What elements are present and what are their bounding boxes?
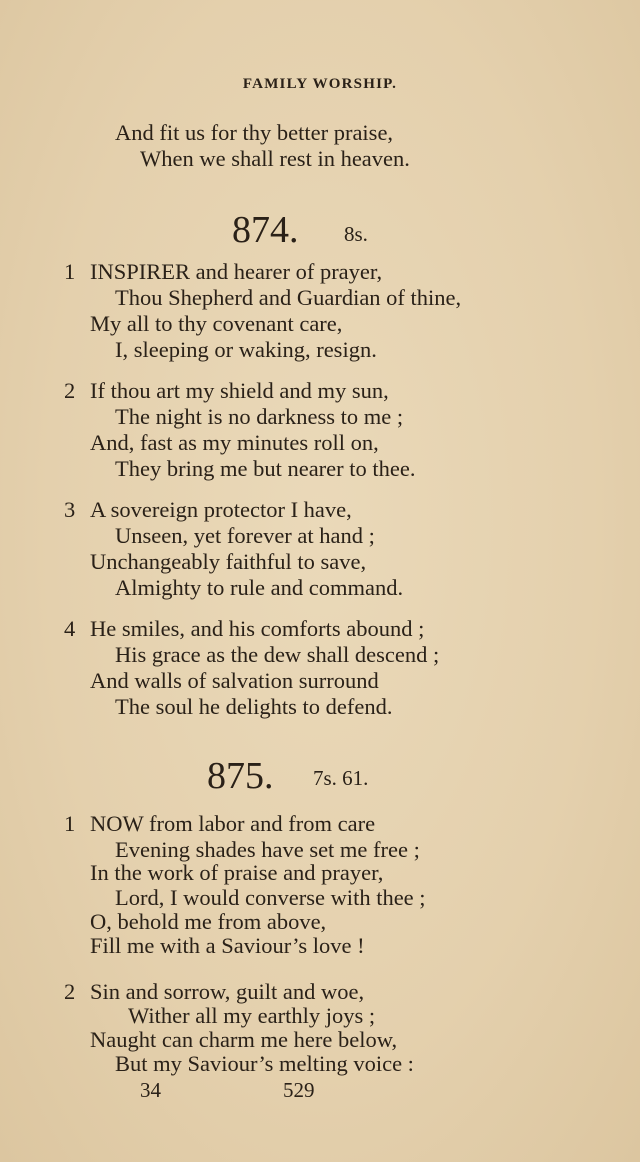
hymn-line: Lord, I would converse with thee ; [115, 885, 426, 910]
hymn-line: Evening shades have set me free ; [115, 837, 420, 862]
hymn-line: NOW from labor and from care [90, 811, 376, 836]
hymn-line: Fill me with a Saviour’s love ! [90, 933, 365, 958]
hymn-meter: 8s. [344, 222, 368, 246]
hymn-line: His grace as the dew shall descend ; [115, 642, 440, 667]
stanza-number: 2 [64, 979, 76, 1004]
hymn-line: The night is no darkness to me ; [115, 404, 404, 429]
hymn-line: He smiles, and his comforts abound ; [90, 616, 425, 641]
hymn-line: Wither all my earthly joys ; [128, 1003, 376, 1028]
stanza-number: 1 [64, 811, 76, 836]
hymn-line: If thou art my shield and my sun, [90, 378, 389, 403]
hymn-line: Unseen, yet forever at hand ; [115, 523, 375, 548]
page-number: 529 [283, 1078, 315, 1102]
hymn-line: I, sleeping or waking, resign. [115, 337, 377, 362]
hymn-line: Thou Shepherd and Guardian of thine, [115, 285, 462, 310]
hymn-line: A sovereign protector I have, [90, 497, 352, 522]
hymn-line: Unchangeably faithful to save, [90, 549, 367, 574]
signature-mark: 34 [140, 1078, 161, 1102]
stanza-number: 3 [64, 497, 76, 522]
hymn-line: Almighty to rule and command. [115, 575, 404, 600]
hymn-line: And, fast as my minutes roll on, [90, 430, 379, 455]
hymn-line: My all to thy covenant care, [90, 311, 343, 336]
hymn-line: But my Saviour’s melting voice : [115, 1051, 414, 1076]
hymn-line: They bring me but nearer to thee. [115, 456, 416, 481]
hymn-line: Sin and sorrow, guilt and woe, [90, 979, 365, 1004]
hymn-line: The soul he delights to defend. [115, 694, 393, 719]
stanza-number: 1 [64, 259, 76, 284]
hymn-line: In the work of praise and prayer, [90, 860, 384, 885]
hymn-line: INSPIRER and hearer of prayer, [90, 259, 383, 284]
hymn-line: And walls of salvation surround [90, 668, 379, 693]
hymn-number: 875. [207, 755, 274, 797]
running-head: FAMILY WORSHIP. [242, 76, 398, 92]
hymn-meter: 7s. 61. [313, 766, 369, 790]
hymn-number: 874. [232, 209, 299, 251]
hymn-line: Naught can charm me here below, [90, 1027, 398, 1052]
stanza-number: 4 [64, 616, 76, 641]
continuation-line: And fit us for thy better praise, [115, 120, 394, 145]
hymn-line: O, behold me from above, [90, 909, 327, 934]
stanza-number: 2 [64, 378, 76, 403]
continuation-line: When we shall rest in heaven. [140, 146, 410, 171]
